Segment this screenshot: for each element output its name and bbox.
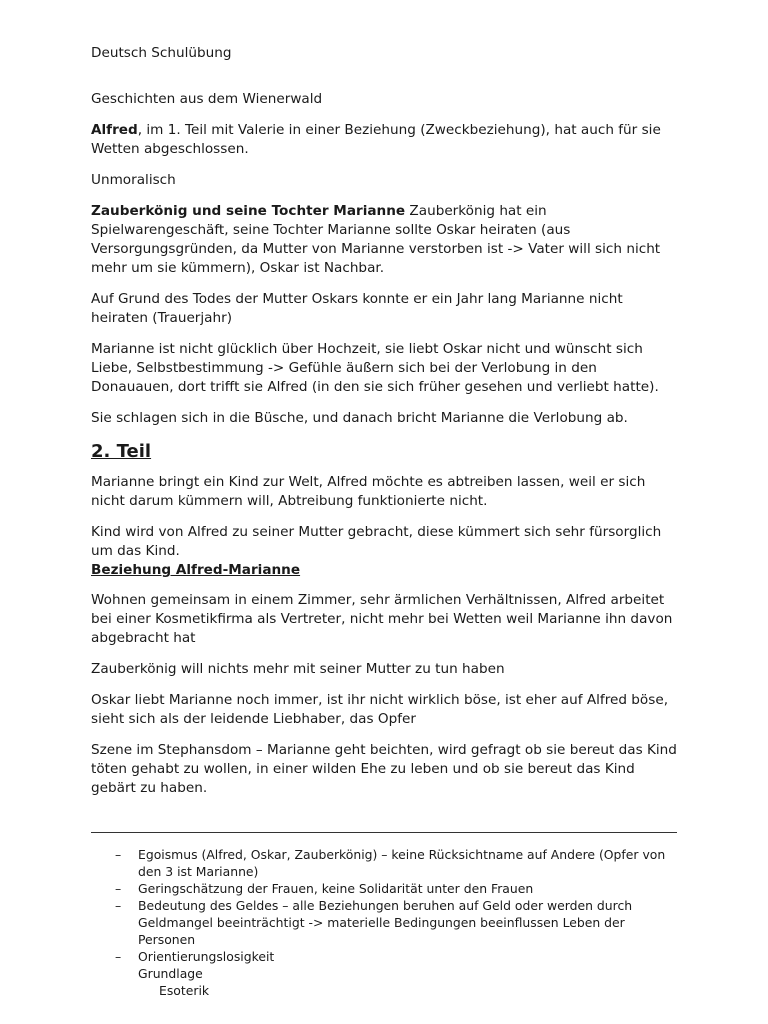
- paragraph-trauerjahr: Auf Grund des Todes der Mutter Oskars konnte er ein Jahr lang Marianne nicht heiraten (Trauerjahr): [91, 291, 623, 326]
- dash-bullet: –: [115, 847, 122, 862]
- paragraph-unmoralisch: Unmoralisch: [91, 172, 176, 188]
- paragraph-kind: Marianne bringt ein Kind zur Welt, Alfred möchte es abtreiben lassen, weil er sich nicht darum kümmern will, Abtreibung funktionierte nicht.: [91, 474, 646, 509]
- sub-item-grundlage: Grundlage: [138, 966, 203, 981]
- document-title: Geschichten aus dem Wienerwald: [91, 91, 323, 107]
- paragraph-zauberkoenig: [91, 202, 681, 278]
- list-item-text: Bedeutung des Geldes – alle Beziehungen beruhen auf Geld oder werden durch Geldmangel beeinträchtigt -> materielle Bedingungen beeinflussen Leben der Personen: [138, 898, 633, 947]
- heading-teil-2: 2. Teil: [91, 441, 152, 462]
- list-item: [91, 880, 681, 897]
- bold-lead-zauberkoenig: Zauberkönig und seine Tochter Marianne: [91, 203, 406, 219]
- document-header: Deutsch Schulübung: [91, 45, 232, 61]
- paragraph-szene: Szene im Stephansdom – Marianne geht beichten, wird gefragt ob sie bereut das Kind töten gehabt zu wollen, in einer wilden Ehe zu leben und ob sie bereut das Kind gebärt zu haben.: [91, 742, 677, 796]
- list-item: [91, 897, 681, 948]
- paragraph-wohnen: Wohnen gemeinsam in einem Zimmer, sehr ärmlichen Verhältnissen, Alfred arbeitet bei einer Kosmetikfirma als Vertreter, nicht mehr bei Wetten weil Marianne ihn davon abgebracht hat: [91, 592, 673, 646]
- list-item-text: Orientierungslosigkeit: [138, 949, 275, 964]
- paragraph-alfred: [91, 121, 681, 159]
- document-body: [91, 44, 681, 798]
- paragraph-zauberkoenig-text: Zauberkönig hat ein Spielwarengeschäft, seine Tochter Marianne sollte Oskar heiraten (aus Versorgungsgründen, da Mutter von Marianne verstorben ist -> Vater will sich nicht mehr um sie kümmern), Oskar ist Nachbar.: [91, 203, 661, 276]
- paragraph-mutter: Kind wird von Alfred zu seiner Mutter gebracht, diese kümmert sich sehr fürsorglich um das Kind.: [91, 524, 662, 559]
- paragraph-marianne: Marianne ist nicht glücklich über Hochzeit, sie liebt Oskar nicht und wünscht sich Liebe, Selbstbestimmung -> Gefühle äußern sich bei der Verlobung in den Donauauen, dort trifft sie Alfred (in den sie sich früher gesehen und verliebt hatte).: [91, 341, 659, 395]
- notes-section: [91, 846, 681, 999]
- list-item-text: Egoismus (Alfred, Oskar, Zauberkönig) – keine Rücksichtname auf Andere (Opfer von den 3 ist Marianne): [138, 847, 666, 879]
- dash-bullet: –: [115, 881, 122, 896]
- dash-bullet: –: [115, 949, 122, 964]
- paragraph-zauberkoenig-mutter: Zauberkönig will nichts mehr mit seiner Mutter zu tun haben: [91, 661, 505, 677]
- bold-lead-alfred: Alfred: [91, 122, 138, 138]
- paragraph-oskar: Oskar liebt Marianne noch immer, ist ihr nicht wirklich böse, ist eher auf Alfred böse, sieht sich als der leidende Liebhaber, das Opfer: [91, 692, 669, 727]
- paragraph-alfred-text: , im 1. Teil mit Valerie in einer Beziehung (Zweckbeziehung), hat auch für sie Wetten abgeschlossen.: [91, 122, 661, 157]
- dash-bullet: –: [115, 898, 122, 913]
- list-item: [91, 948, 681, 965]
- list-item-text: Geringschätzung der Frauen, keine Solidarität unter den Frauen: [138, 881, 534, 896]
- paragraph-buesche: Sie schlagen sich in die Büsche, und danach bricht Marianne die Verlobung ab.: [91, 410, 628, 426]
- sub-item-esoterik: Esoterik: [159, 983, 210, 998]
- horizontal-divider: [91, 832, 677, 833]
- notes-list: [91, 846, 681, 965]
- heading-beziehung: Beziehung Alfred-Marianne: [91, 562, 301, 578]
- list-item: [91, 846, 681, 880]
